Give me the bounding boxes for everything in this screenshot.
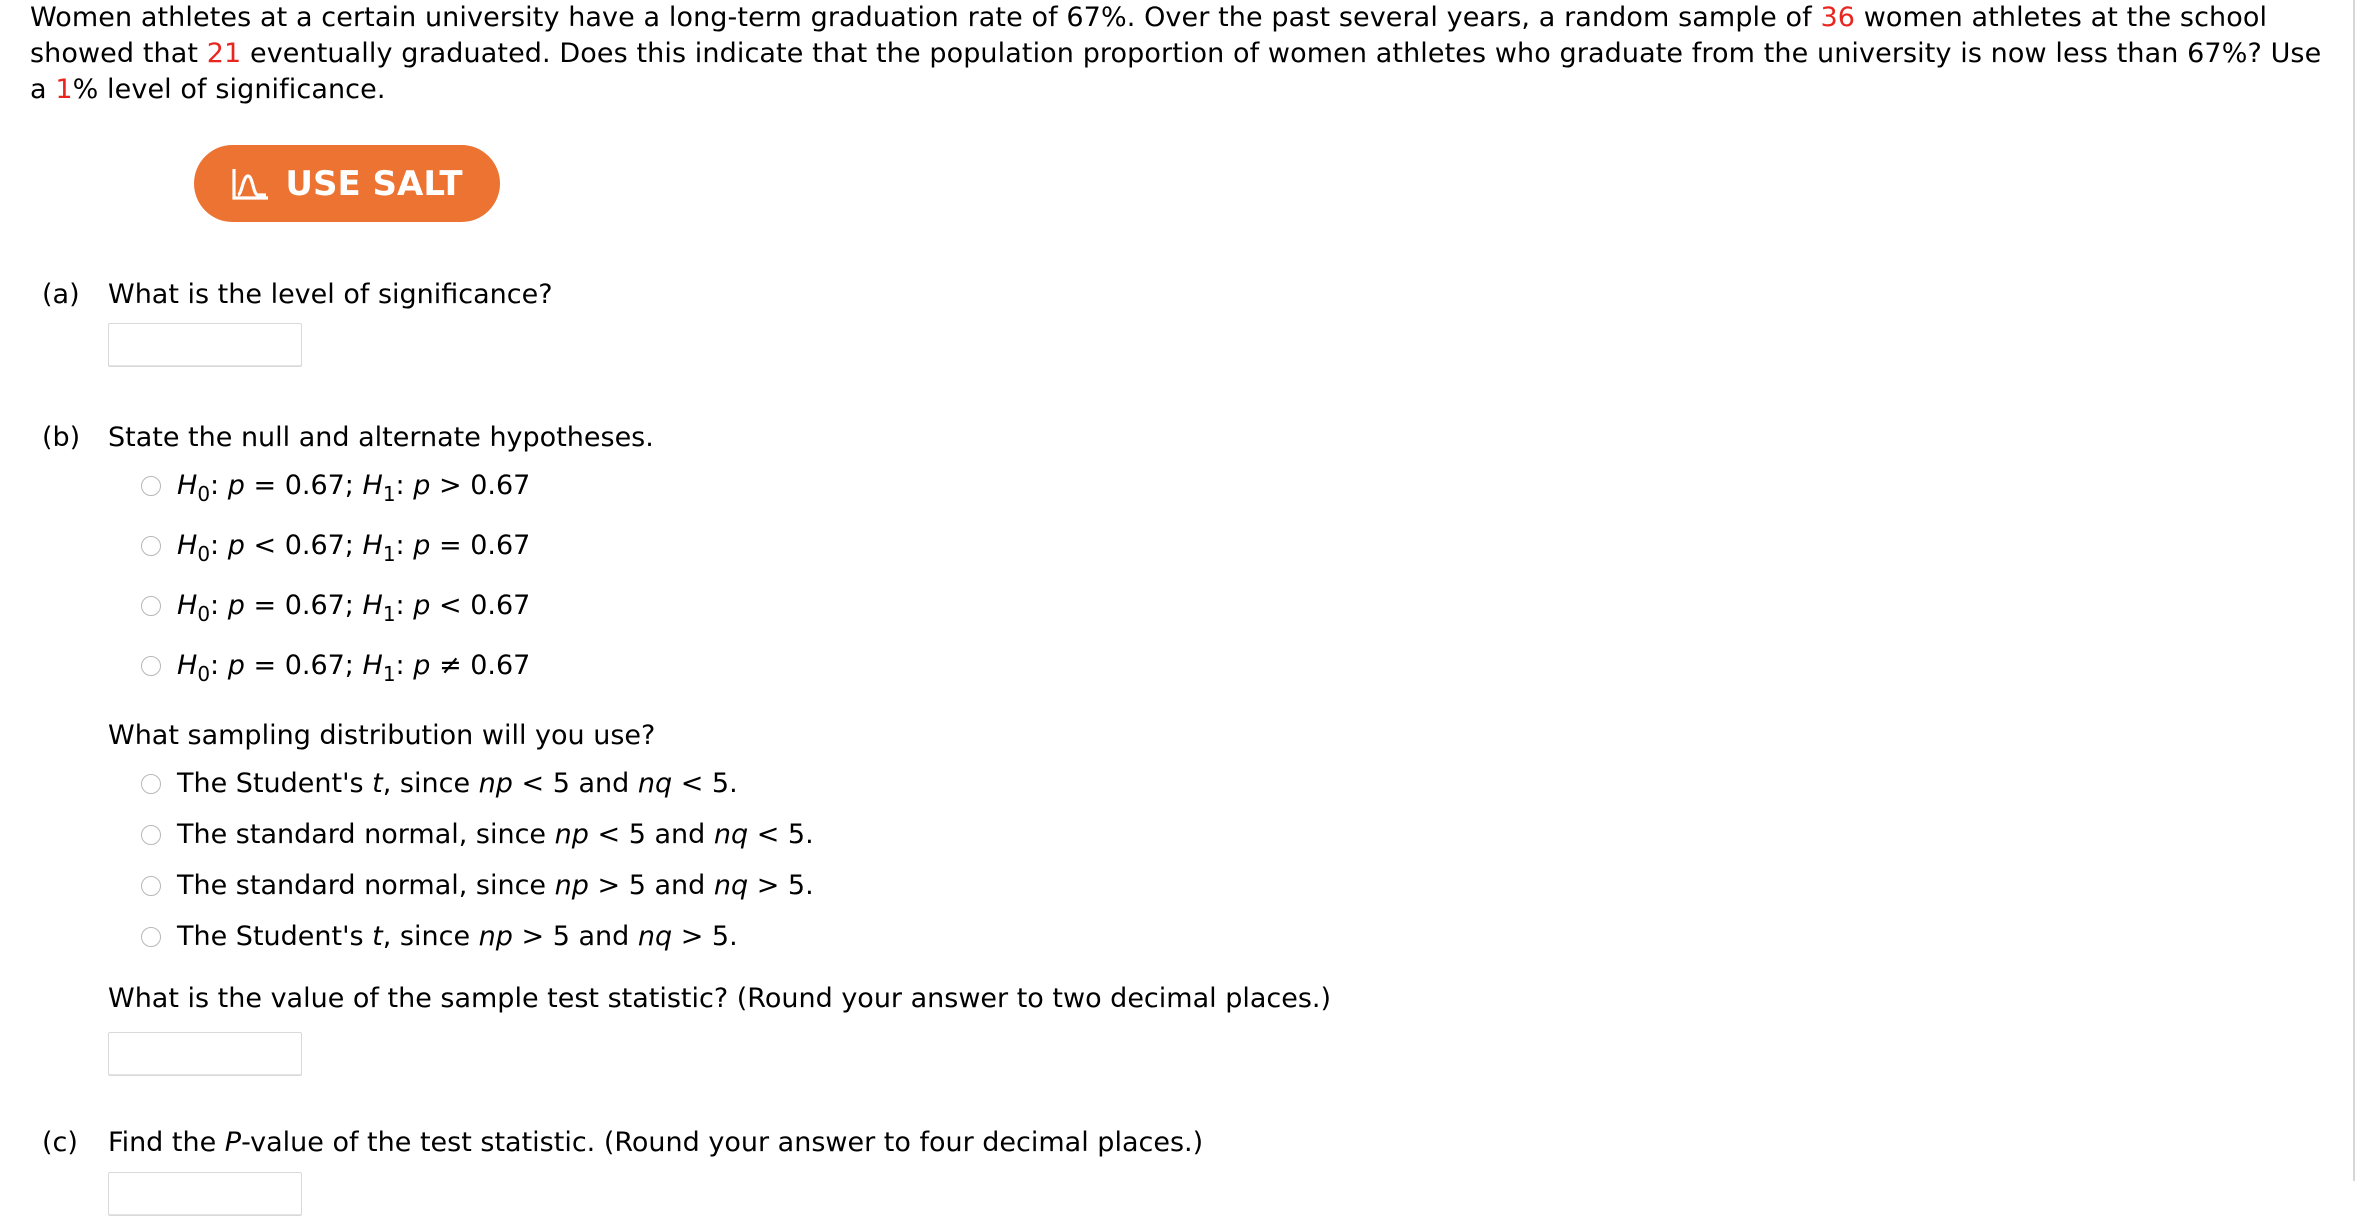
sampling-question: What sampling distribution will you use? bbox=[108, 720, 656, 751]
salt-graph-icon bbox=[231, 167, 271, 201]
test-statistic-question: What is the value of the sample test statistic? (Round your answer to two decimal places.) bbox=[108, 983, 1332, 1014]
part-c-question: Find the P-value of the test statistic. (Round your answer to four decimal places.) bbox=[108, 1127, 1204, 1158]
sampling-option-1[interactable] bbox=[141, 768, 738, 799]
problem-statement bbox=[30, 0, 2330, 108]
problem-text: eventually graduated. Does this indicate that the population proportion of women athletes who graduate from the university is now less than 67%? Use a bbox=[30, 38, 2322, 105]
sampling-option-3[interactable] bbox=[141, 870, 814, 901]
hypothesis-option-2[interactable] bbox=[141, 530, 531, 566]
part-a-label: (a) bbox=[42, 279, 80, 310]
hypothesis-option-4[interactable] bbox=[141, 650, 531, 686]
radio-button[interactable] bbox=[141, 596, 161, 616]
radio-button[interactable] bbox=[141, 927, 161, 947]
hypothesis-text: $H_0$: p < 0.67; $H_1$: p = 0.67 bbox=[177, 530, 531, 566]
use-salt-button[interactable] bbox=[194, 145, 500, 222]
radio-button[interactable] bbox=[141, 876, 161, 896]
sample-size-value: 36 bbox=[1820, 2, 1856, 33]
sampling-text: The Student's t, since np < 5 and nq < 5. bbox=[177, 768, 738, 799]
part-b-question: State the null and alternate hypotheses. bbox=[108, 422, 654, 453]
page-right-border bbox=[2353, 0, 2355, 1181]
graduated-count-value: 21 bbox=[206, 38, 242, 69]
sampling-text: The Student's t, since np > 5 and nq > 5. bbox=[177, 921, 738, 952]
radio-button[interactable] bbox=[141, 536, 161, 556]
use-salt-label: USE SALT bbox=[285, 163, 463, 204]
radio-button[interactable] bbox=[141, 825, 161, 845]
problem-text: women athletes at the school showed that bbox=[30, 2, 2268, 69]
p-value-input[interactable] bbox=[108, 1172, 302, 1216]
problem-text: Women athletes at a certain university have a long-term graduation rate of 67%. Over the past several years, a random sample of bbox=[30, 2, 1821, 33]
sampling-text: The standard normal, since np > 5 and nq > 5. bbox=[177, 870, 814, 901]
hypothesis-text: $H_0$: p = 0.67; $H_1$: p > 0.67 bbox=[177, 470, 531, 506]
radio-button[interactable] bbox=[141, 476, 161, 496]
radio-button[interactable] bbox=[141, 774, 161, 794]
significance-input[interactable] bbox=[108, 323, 302, 367]
sampling-option-2[interactable] bbox=[141, 819, 814, 850]
part-a-question: What is the level of significance? bbox=[108, 279, 553, 310]
test-statistic-input[interactable] bbox=[108, 1032, 302, 1076]
hypothesis-option-1[interactable] bbox=[141, 470, 531, 506]
sampling-option-4[interactable] bbox=[141, 921, 738, 952]
hypothesis-text: $H_0$: p = 0.67; $H_1$: p < 0.67 bbox=[177, 590, 531, 626]
part-b-label: (b) bbox=[42, 422, 81, 453]
significance-value: 1 bbox=[55, 74, 73, 105]
part-c-label: (c) bbox=[42, 1127, 78, 1158]
sampling-text: The standard normal, since np < 5 and nq < 5. bbox=[177, 819, 814, 850]
hypothesis-option-3[interactable] bbox=[141, 590, 531, 626]
radio-button[interactable] bbox=[141, 656, 161, 676]
problem-text: % level of significance. bbox=[72, 74, 386, 105]
hypothesis-text: $H_0$: p = 0.67; $H_1$: p ≠ 0.67 bbox=[177, 650, 531, 686]
